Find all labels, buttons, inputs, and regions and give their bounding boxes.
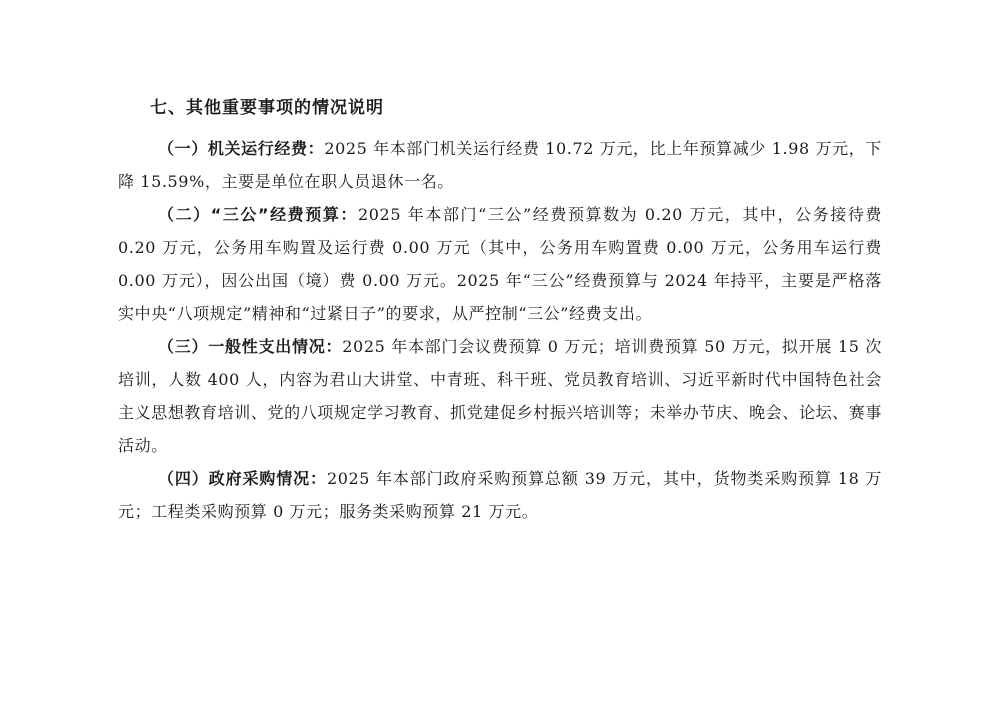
paragraph-text: 2025 年本部门机关运行经费 10.72 万元，比上年预算减少 1.98 万元，下降 15.59%，主要是单位在职人员退休一名。 (118, 139, 882, 191)
document-page (118, 96, 882, 528)
paragraph-text: 2025 年本部门会议费预算 0 万元；培训费预算 50 万元，拟开展 15 次培训，人数 400 人，内容为君山大讲堂、中青班、科干班、党员教育培训、习近平新时代中国特色社会主义思想教育培训、党的八项规定学习教育、抓党建促乡村振兴培训等；未举办节庆、晚会、论坛、赛事活动。 (118, 337, 882, 455)
paragraph-text: 2025 年本部门“三公”经费预算数为 0.20 万元，其中，公务接待费 0.20 万元，公务用车购置及运行费 0.00 万元（其中，公务用车购置费 0.00 万元，公务用车运行费 0.00 万元），因公出国（境）费 0.00 万元。2025 年“三公”经费预算与 2024 年持平，主要是严格落实中央“八项规定”精神和“过紧日子”的要求，从严控制“三公”经费支出。 (118, 205, 883, 323)
paragraph-lead: （二）“三公”经费预算： (158, 205, 358, 224)
paragraph-lead: （四）政府采购情况： (158, 469, 327, 488)
paragraph-lead: （一）机关运行经费： (158, 139, 325, 158)
paragraph-text: 2025 年本部门政府采购预算总额 39 万元，其中，货物类采购预算 18 万元；工程类采购预算 0 万元；服务类采购预算 21 万元。 (118, 469, 882, 521)
paragraph-lead: （三）一般性支出情况： (158, 337, 343, 356)
paragraph-general-expenses (118, 330, 882, 462)
paragraph-government-procurement (118, 462, 882, 528)
paragraph-operating-expenses (118, 132, 882, 198)
section-heading: 七、其他重要事项的情况说明 (150, 98, 384, 118)
paragraph-three-public-expenses (118, 198, 882, 330)
